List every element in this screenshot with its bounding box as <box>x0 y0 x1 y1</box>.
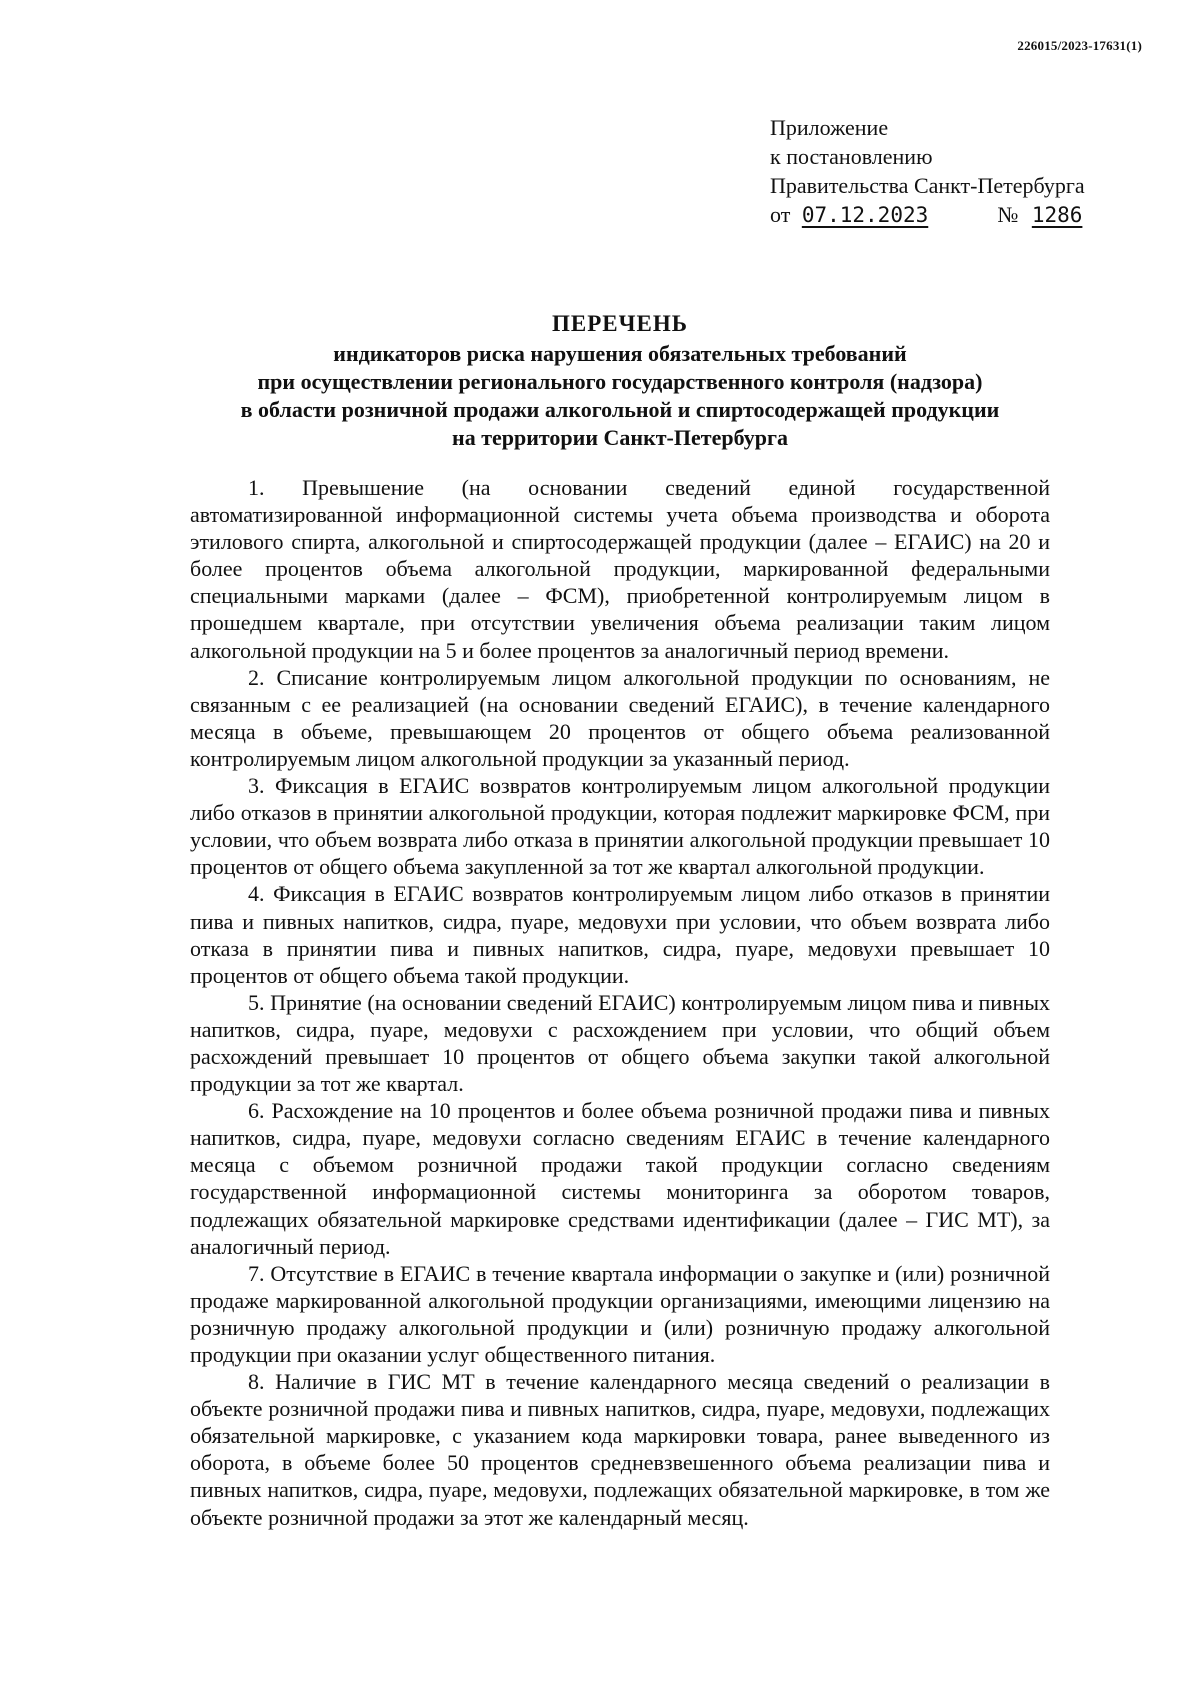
title-line-1: индикаторов риска нарушения обязательных требований <box>333 341 907 366</box>
date-prefix: от <box>770 202 791 227</box>
indicator-item-8: 8. Наличие в ГИС МТ в течение календарного месяца сведений о реализации в объекте розничной продажи пива и пивных напитков, сидра, пуаре, медовухи, подлежащих обязательной маркировке, с указанием кода маркировки товара, ранее выведенного из оборота, в объеме более 50 процентов средневзвешенного объема реализации пива и пивных напитков, сидра, пуаре, медовухи, подлежащих обязательной маркировке, в том же объекте розничной продажи за этот же календарный месяц. <box>190 1369 1050 1530</box>
indicator-item-4: 4. Фиксация в ЕГАИС возвратов контролируемым лицом либо отказов в принятии пива и пивных напитков, сидра, пуаре, медовухи при условии, что объем возврата либо отказа в принятии пива и пивных напитков, сидра, пуаре, медовухи превышает 10 процентов от общего объема такой продукции. <box>190 881 1050 988</box>
resolution-number: 1286 <box>1031 203 1083 227</box>
attachment-government-label: Правительства Санкт-Петербурга <box>770 173 1085 198</box>
number-prefix: № <box>997 202 1019 227</box>
indicators-list <box>190 474 1050 1531</box>
title-line-2: при осуществлении регионального государственного контроля (надзора) <box>257 369 983 394</box>
document-title <box>190 310 1050 452</box>
resolution-date: 07.12.2023 <box>801 203 929 227</box>
indicator-item-1: 1. Превышение (на основании сведений единой государственной автоматизированной информационной системы учета объема производства и оборота этилового спирта, алкогольной и спиртосодержащей продукции (далее – ЕГАИС) на 20 и более процентов объема алкогольной продукции, маркированной федеральными специальными марками (далее – ФСМ), приобретенной контролируемым лицом в прошедшем квартале, при отсутствии увеличения объема реализации таким лицом алкогольной продукции на 5 и более процентов за аналогичный период времени. <box>190 475 1050 663</box>
indicator-item-3: 3. Фиксация в ЕГАИС возвратов контролируемым лицом алкогольной продукции либо отказов в принятии алкогольной продукции, которая подлежит маркировке ФСМ, при условии, что объем возврата либо отказа в принятии алкогольной продукции превышает 10 процентов от общего объема закупленной за тот же квартал алкогольной продукции. <box>190 773 1050 880</box>
document-registration-code: 226015/2023-17631(1) <box>1017 38 1142 53</box>
indicator-item-6: 6. Расхождение на 10 процентов и более объема розничной продажи пива и пивных напитков, сидра, пуаре, медовухи согласно сведениям ЕГАИС в течение календарного месяца с объемом розничной продажи такой продукции согласно сведениям государственной информационной системы мониторинга за оборотом товаров, подлежащих обязательной маркировке средствами идентификации (далее – ГИС МТ), за аналогичный период. <box>190 1098 1050 1259</box>
indicator-item-2: 2. Списание контролируемым лицом алкогольной продукции по основаниям, не связанным с ее реализацией (на основании сведений ЕГАИС), в течение календарного месяца в объеме, превышающем 20 процентов от общего объема реализованной контролируемым лицом алкогольной продукции за указанный период. <box>190 664 1050 771</box>
indicator-item-7: 7. Отсутствие в ЕГАИС в течение квартала информации о закупке и (или) розничной продаже маркированной алкогольной продукции организациями, имеющими лицензию на розничную продажу алкогольной продукции и (или) розничную продажу алкогольной продукции при оказании услуг общественного питания. <box>190 1260 1050 1367</box>
attachment-resolution-label: к постановлению <box>770 144 933 169</box>
attachment-label: Приложение <box>770 115 889 140</box>
attachment-header <box>770 113 1122 230</box>
title-line-3: в области розничной продажи алкогольной и спиртосодержащей продукции <box>240 397 1000 422</box>
title-line-4: на территории Санкт-Петербурга <box>452 425 788 450</box>
title-main: ПЕРЕЧЕНЬ <box>552 311 688 336</box>
attachment-date-number-line <box>770 200 1122 230</box>
indicator-item-5: 5. Принятие (на основании сведений ЕГАИС) контролируемым лицом пива и пивных напитков, сидра, пуаре, медовухи с расхождением при условии, что общий объем расхождений превышает 10 процентов от общего объема закупки такой алкогольной продукции за тот же квартал. <box>190 989 1050 1097</box>
